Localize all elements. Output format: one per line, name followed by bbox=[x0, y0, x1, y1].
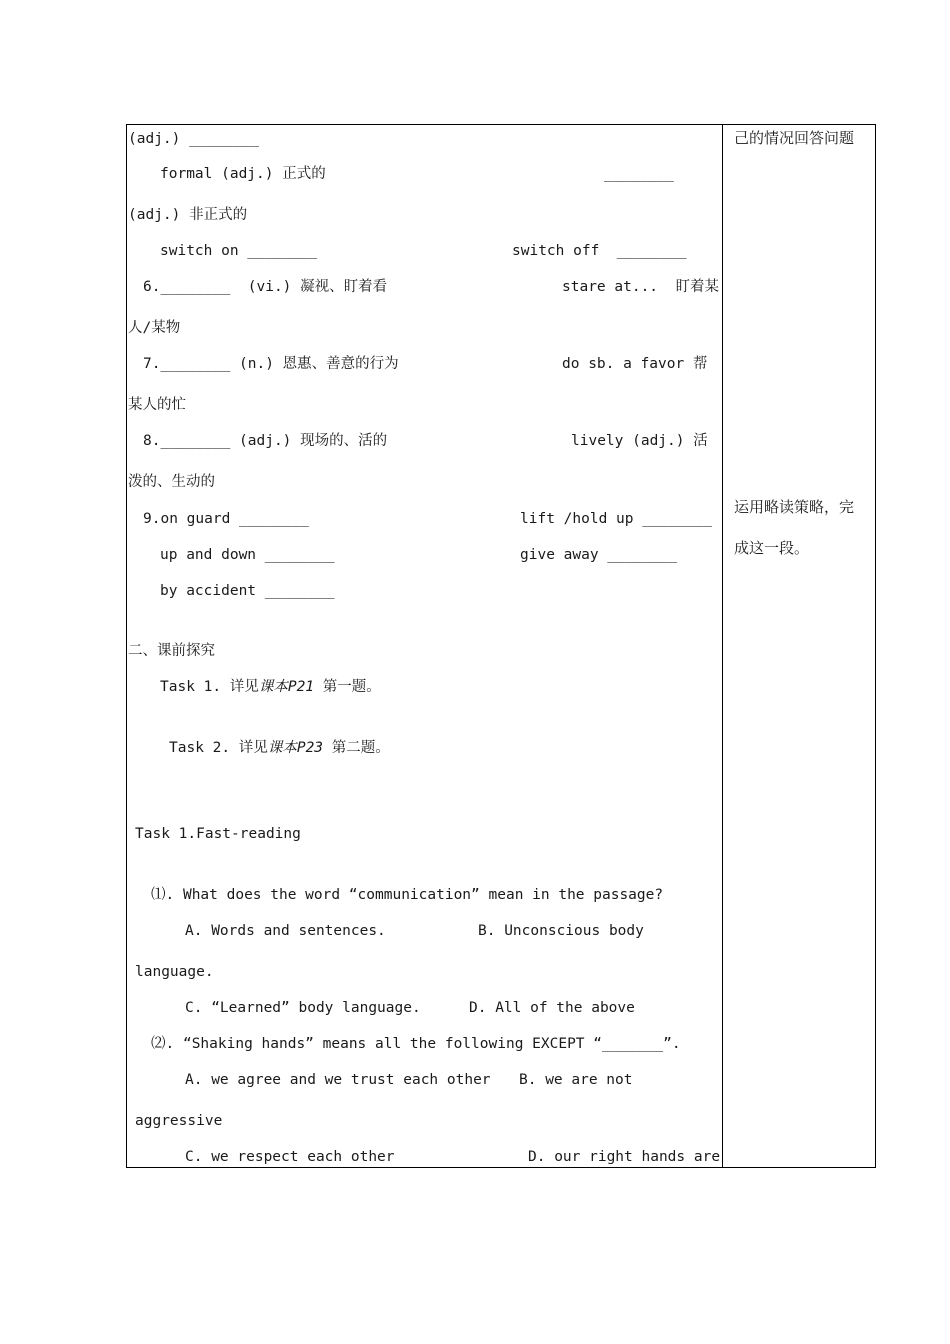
option: D. our right hands are bbox=[528, 1149, 721, 1165]
textbook-ref: 课本P21 bbox=[258, 679, 315, 695]
task-prefix: Task 2. 详见 bbox=[169, 740, 268, 756]
task-line bbox=[160, 678, 381, 696]
column-divider bbox=[722, 124, 723, 1168]
task-suffix: 第一题。 bbox=[314, 679, 381, 695]
task-suffix: 第二题。 bbox=[323, 740, 390, 756]
vocab-line: 7.________ (n.) 恩惠、善意的行为 bbox=[143, 356, 399, 372]
vocab-line: (adj.) ________ bbox=[128, 131, 259, 147]
vocab-line: 人/某物 bbox=[128, 320, 181, 336]
vocab-line: switch off ________ bbox=[512, 243, 687, 259]
vocab-line: 某人的忙 bbox=[128, 397, 186, 413]
side-note-1: 己的情况回答问题 bbox=[734, 129, 855, 147]
vocab-line: 8.________ (adj.) 现场的、活的 bbox=[143, 433, 388, 449]
vocab-line: 9.on guard ________ bbox=[143, 511, 309, 527]
vocab-line: stare at... 盯着某 bbox=[562, 279, 719, 295]
option: D. All of the above bbox=[469, 1000, 635, 1016]
option-continued: aggressive bbox=[135, 1113, 223, 1129]
textbook-ref: 课本P23 bbox=[267, 740, 324, 756]
side-note-2: 运用略读策略，完 bbox=[734, 498, 855, 516]
side-note-3: 成这一段。 bbox=[734, 539, 810, 557]
option: C. “Learned” body language. bbox=[185, 1000, 421, 1016]
option: B. Unconscious body bbox=[478, 923, 644, 939]
section-heading: 二、课前探究 bbox=[128, 643, 215, 659]
option: B. we are not bbox=[519, 1072, 633, 1088]
vocab-blank: ________ bbox=[604, 166, 674, 182]
vocab-line: up and down ________ bbox=[160, 547, 335, 563]
vocab-line: by accident ________ bbox=[160, 583, 335, 599]
option: A. we agree and we trust each other bbox=[185, 1072, 491, 1088]
vocab-line: switch on ________ bbox=[160, 243, 318, 259]
vocab-line: lift /hold up ________ bbox=[520, 511, 713, 527]
vocab-line: do sb. a favor 帮 bbox=[562, 356, 708, 372]
option: C. we respect each other bbox=[185, 1149, 395, 1165]
option: A. Words and sentences. bbox=[185, 923, 386, 939]
vocab-line: (adj.) 非正式的 bbox=[128, 207, 248, 223]
vocab-line: 泼的、生动的 bbox=[128, 474, 215, 490]
vocab-line: lively (adj.) 活 bbox=[571, 433, 708, 449]
task-line bbox=[169, 739, 390, 757]
option-continued: language. bbox=[135, 964, 214, 980]
question: ⑵. “Shaking hands” means all the following EXCEPT “_______”. bbox=[151, 1036, 681, 1052]
question: ⑴. What does the word “communication” mean in the passage? bbox=[151, 887, 664, 903]
vocab-line: give away ________ bbox=[520, 547, 678, 563]
vocab-line: 6.________ (vi.) 凝视、盯着看 bbox=[143, 279, 388, 295]
vocab-line: formal (adj.) 正式的 bbox=[160, 166, 326, 182]
task-prefix: Task 1. 详见 bbox=[160, 679, 259, 695]
task-title: Task 1.Fast-reading bbox=[135, 826, 301, 842]
